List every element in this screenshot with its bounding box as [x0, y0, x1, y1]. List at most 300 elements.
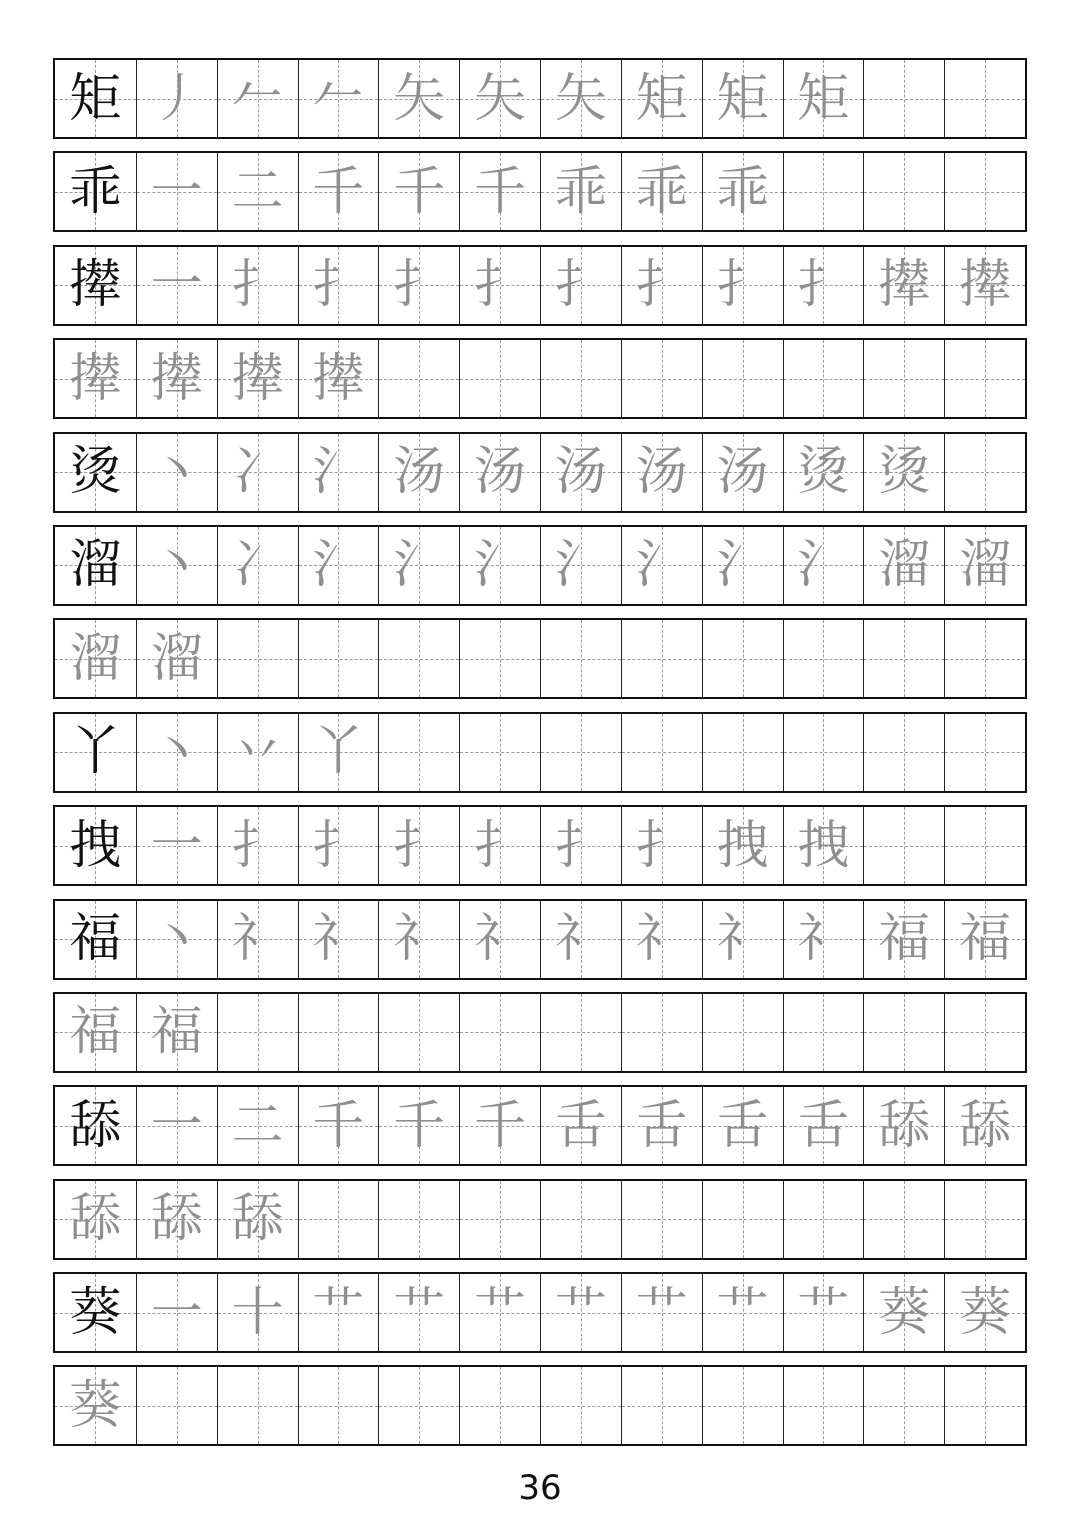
practice-row: [53, 992, 1027, 1073]
stroke-practice-cell: [298, 1274, 379, 1351]
stroke-step-glyph: [299, 1181, 379, 1258]
head-character-cell: [55, 527, 136, 604]
stroke-step-glyph: 舔: [878, 1095, 931, 1156]
stroke-step-glyph: 乖: [716, 161, 769, 222]
stroke-practice-cell: [298, 714, 379, 791]
stroke-practice-cell: [783, 1367, 864, 1444]
stroke-step-glyph: [945, 994, 1025, 1071]
stroke-step-glyph: [622, 620, 702, 697]
stroke-step-glyph: [945, 340, 1025, 417]
head-character-cell: [55, 1087, 136, 1164]
stroke-practice-cell: [783, 620, 864, 697]
stroke-step-glyph: 丶: [150, 722, 203, 783]
stroke-step-glyph: 一: [150, 1095, 203, 1156]
stroke-practice-cell: [702, 1274, 783, 1351]
stroke-practice-cell: [378, 994, 459, 1071]
head-character-cell: [55, 1274, 136, 1351]
stroke-practice-cell: [459, 434, 540, 511]
practice-row: [53, 58, 1027, 139]
stroke-step-glyph: 撵: [312, 348, 365, 409]
stroke-practice-cell: [702, 901, 783, 978]
stroke-practice-cell: [378, 434, 459, 511]
stroke-step-glyph: 扌: [716, 255, 769, 316]
stroke-step-glyph: 乖: [635, 161, 688, 222]
stroke-practice-cell: [136, 620, 217, 697]
stroke-step-glyph: 扌: [554, 255, 607, 316]
head-character: 葵: [69, 1375, 122, 1436]
stroke-step-glyph: 𠂉: [231, 68, 284, 129]
stroke-practice-cell: [621, 807, 702, 884]
stroke-step-glyph: 艹: [635, 1282, 688, 1343]
stroke-step-glyph: 撵: [231, 348, 284, 409]
stroke-practice-cell: [783, 527, 864, 604]
stroke-practice-cell: [944, 807, 1025, 884]
stroke-step-glyph: 丿: [150, 68, 203, 129]
stroke-practice-cell: [459, 807, 540, 884]
stroke-step-glyph: [379, 1367, 459, 1444]
stroke-step-glyph: 扌: [393, 255, 446, 316]
stroke-practice-cell: [702, 340, 783, 417]
head-character: 撵: [69, 348, 122, 409]
stroke-practice-cell: [378, 714, 459, 791]
stroke-step-glyph: [864, 994, 944, 1071]
stroke-practice-cell: [944, 901, 1025, 978]
stroke-practice-cell: [702, 247, 783, 324]
stroke-practice-cell: [621, 1274, 702, 1351]
stroke-practice-cell: [217, 153, 298, 230]
stroke-practice-cell: [540, 1181, 621, 1258]
stroke-practice-cell: [459, 340, 540, 417]
stroke-practice-cell: [378, 901, 459, 978]
stroke-practice-cell: [217, 807, 298, 884]
stroke-practice-cell: [459, 60, 540, 137]
stroke-step-glyph: [622, 340, 702, 417]
stroke-step-glyph: [703, 714, 783, 791]
stroke-practice-cell: [540, 620, 621, 697]
stroke-step-glyph: [299, 994, 379, 1071]
stroke-practice-cell: [944, 620, 1025, 697]
stroke-step-glyph: 溜: [959, 535, 1012, 596]
stroke-step-glyph: 扌: [635, 255, 688, 316]
practice-row: [53, 899, 1027, 980]
stroke-practice-cell: [863, 247, 944, 324]
stroke-step-glyph: [784, 1367, 864, 1444]
stroke-step-glyph: [864, 60, 944, 137]
stroke-practice-cell: [621, 994, 702, 1071]
stroke-practice-cell: [702, 153, 783, 230]
stroke-practice-cell: [863, 1367, 944, 1444]
stroke-practice-cell: [378, 1181, 459, 1258]
stroke-step-glyph: [137, 1367, 217, 1444]
stroke-step-glyph: 溜: [878, 535, 931, 596]
stroke-step-glyph: [945, 434, 1025, 511]
stroke-practice-cell: [298, 620, 379, 697]
stroke-practice-cell: [944, 434, 1025, 511]
stroke-step-glyph: [379, 1181, 459, 1258]
stroke-practice-cell: [944, 994, 1025, 1071]
stroke-practice-cell: [217, 714, 298, 791]
practice-row: [53, 338, 1027, 419]
head-character: 舔: [69, 1189, 122, 1250]
stroke-practice-cell: [378, 153, 459, 230]
stroke-practice-cell: [621, 153, 702, 230]
stroke-step-glyph: [784, 620, 864, 697]
practice-row: [53, 1365, 1027, 1446]
stroke-practice-cell: [944, 340, 1025, 417]
stroke-step-glyph: 矢: [393, 68, 446, 129]
stroke-practice-cell: [217, 1274, 298, 1351]
stroke-practice-cell: [621, 1367, 702, 1444]
stroke-step-glyph: 扌: [797, 255, 850, 316]
stroke-step-glyph: [622, 1367, 702, 1444]
stroke-practice-cell: [540, 60, 621, 137]
stroke-step-glyph: 扌: [231, 815, 284, 876]
stroke-step-glyph: [945, 60, 1025, 137]
stroke-step-glyph: 礻: [312, 909, 365, 970]
head-character-cell: [55, 434, 136, 511]
stroke-practice-cell: [136, 60, 217, 137]
stroke-practice-cell: [298, 1367, 379, 1444]
stroke-practice-cell: [136, 153, 217, 230]
stroke-step-glyph: [541, 1181, 621, 1258]
practice-grid: [53, 58, 1027, 1459]
stroke-step-glyph: 氵: [716, 535, 769, 596]
stroke-practice-cell: [217, 527, 298, 604]
stroke-step-glyph: 溜: [150, 628, 203, 689]
stroke-step-glyph: [541, 620, 621, 697]
stroke-step-glyph: [945, 714, 1025, 791]
stroke-practice-cell: [136, 1367, 217, 1444]
stroke-practice-cell: [621, 60, 702, 137]
stroke-practice-cell: [783, 994, 864, 1071]
stroke-step-glyph: 一: [150, 1282, 203, 1343]
stroke-practice-cell: [217, 1367, 298, 1444]
stroke-practice-cell: [540, 1274, 621, 1351]
stroke-practice-cell: [298, 153, 379, 230]
stroke-step-glyph: [460, 340, 540, 417]
stroke-practice-cell: [863, 434, 944, 511]
stroke-step-glyph: 氵: [474, 535, 527, 596]
stroke-practice-cell: [540, 247, 621, 324]
page-number: 36: [518, 1468, 562, 1508]
stroke-practice-cell: [783, 340, 864, 417]
stroke-practice-cell: [944, 527, 1025, 604]
stroke-step-glyph: 礻: [554, 909, 607, 970]
stroke-practice-cell: [621, 714, 702, 791]
stroke-practice-cell: [378, 527, 459, 604]
stroke-step-glyph: 丶: [150, 909, 203, 970]
stroke-practice-cell: [378, 247, 459, 324]
stroke-practice-cell: [459, 620, 540, 697]
stroke-step-glyph: 千: [312, 161, 365, 222]
stroke-practice-cell: [378, 807, 459, 884]
stroke-practice-cell: [863, 994, 944, 1071]
head-character: 溜: [69, 535, 122, 596]
stroke-step-glyph: 礻: [474, 909, 527, 970]
stroke-step-glyph: 汤: [716, 442, 769, 503]
stroke-step-glyph: 艹: [716, 1282, 769, 1343]
stroke-step-glyph: 葵: [878, 1282, 931, 1343]
stroke-step-glyph: [864, 807, 944, 884]
stroke-practice-cell: [378, 620, 459, 697]
stroke-step-glyph: [622, 714, 702, 791]
stroke-step-glyph: 礻: [393, 909, 446, 970]
stroke-practice-cell: [136, 1181, 217, 1258]
stroke-practice-cell: [298, 340, 379, 417]
stroke-step-glyph: 扌: [393, 815, 446, 876]
stroke-step-glyph: [703, 1367, 783, 1444]
stroke-practice-cell: [783, 714, 864, 791]
stroke-step-glyph: 烫: [878, 442, 931, 503]
practice-row: [53, 525, 1027, 606]
stroke-step-glyph: 撵: [959, 255, 1012, 316]
stroke-step-glyph: 氵: [312, 442, 365, 503]
stroke-step-glyph: 矩: [716, 68, 769, 129]
practice-row: [53, 1272, 1027, 1353]
stroke-step-glyph: 礻: [231, 909, 284, 970]
stroke-step-glyph: 千: [312, 1095, 365, 1156]
stroke-practice-cell: [783, 1274, 864, 1351]
stroke-practice-cell: [621, 1087, 702, 1164]
stroke-practice-cell: [136, 807, 217, 884]
stroke-practice-cell: [540, 1367, 621, 1444]
stroke-practice-cell: [944, 153, 1025, 230]
stroke-practice-cell: [944, 60, 1025, 137]
stroke-practice-cell: [459, 153, 540, 230]
stroke-step-glyph: [460, 994, 540, 1071]
stroke-practice-cell: [621, 434, 702, 511]
stroke-practice-cell: [702, 807, 783, 884]
stroke-step-glyph: 舔: [150, 1189, 203, 1250]
stroke-practice-cell: [298, 247, 379, 324]
stroke-step-glyph: 礻: [635, 909, 688, 970]
stroke-practice-cell: [944, 1274, 1025, 1351]
stroke-practice-cell: [298, 434, 379, 511]
stroke-practice-cell: [702, 434, 783, 511]
head-character-cell: [55, 901, 136, 978]
stroke-step-glyph: 𠂉: [312, 68, 365, 129]
head-character: 福: [69, 1002, 122, 1063]
stroke-step-glyph: 一: [150, 255, 203, 316]
stroke-step-glyph: 二: [231, 161, 284, 222]
stroke-practice-cell: [944, 714, 1025, 791]
stroke-step-glyph: 汤: [474, 442, 527, 503]
stroke-practice-cell: [459, 247, 540, 324]
stroke-practice-cell: [217, 620, 298, 697]
stroke-practice-cell: [702, 1367, 783, 1444]
stroke-practice-cell: [783, 1181, 864, 1258]
stroke-step-glyph: 丷: [231, 722, 284, 783]
practice-row: [53, 432, 1027, 513]
stroke-practice-cell: [378, 340, 459, 417]
stroke-step-glyph: 舌: [554, 1095, 607, 1156]
head-character-cell: [55, 620, 136, 697]
stroke-practice-cell: [621, 527, 702, 604]
stroke-step-glyph: 拽: [797, 815, 850, 876]
stroke-step-glyph: 冫: [231, 442, 284, 503]
stroke-practice-cell: [298, 901, 379, 978]
stroke-practice-cell: [621, 247, 702, 324]
stroke-step-glyph: 扌: [312, 255, 365, 316]
head-character-cell: [55, 714, 136, 791]
head-character: 溜: [69, 628, 122, 689]
stroke-practice-cell: [459, 1367, 540, 1444]
stroke-step-glyph: 撵: [878, 255, 931, 316]
stroke-step-glyph: 礻: [797, 909, 850, 970]
head-character: 丫: [69, 722, 122, 783]
head-character: 舔: [69, 1095, 122, 1156]
stroke-practice-cell: [459, 994, 540, 1071]
stroke-practice-cell: [136, 247, 217, 324]
stroke-step-glyph: [218, 620, 298, 697]
stroke-practice-cell: [863, 901, 944, 978]
stroke-step-glyph: [945, 807, 1025, 884]
stroke-step-glyph: [784, 1181, 864, 1258]
head-character-cell: [55, 247, 136, 324]
stroke-step-glyph: [864, 1367, 944, 1444]
stroke-practice-cell: [378, 1274, 459, 1351]
stroke-step-glyph: [541, 994, 621, 1071]
stroke-practice-cell: [136, 1087, 217, 1164]
stroke-step-glyph: 福: [959, 909, 1012, 970]
stroke-step-glyph: [460, 620, 540, 697]
stroke-step-glyph: 丶: [150, 442, 203, 503]
stroke-step-glyph: 艹: [474, 1282, 527, 1343]
stroke-practice-cell: [702, 714, 783, 791]
stroke-step-glyph: 葵: [959, 1282, 1012, 1343]
stroke-practice-cell: [540, 714, 621, 791]
stroke-practice-cell: [702, 527, 783, 604]
stroke-practice-cell: [863, 714, 944, 791]
practice-row: [53, 1085, 1027, 1166]
stroke-practice-cell: [540, 527, 621, 604]
stroke-step-glyph: 矩: [635, 68, 688, 129]
stroke-step-glyph: [460, 1367, 540, 1444]
head-character: 拽: [69, 815, 122, 876]
stroke-practice-cell: [944, 1181, 1025, 1258]
stroke-practice-cell: [540, 994, 621, 1071]
stroke-step-glyph: [379, 340, 459, 417]
stroke-step-glyph: 舌: [797, 1095, 850, 1156]
stroke-practice-cell: [217, 1181, 298, 1258]
stroke-step-glyph: 舌: [635, 1095, 688, 1156]
stroke-step-glyph: [945, 1181, 1025, 1258]
stroke-step-glyph: [864, 153, 944, 230]
stroke-practice-cell: [783, 247, 864, 324]
practice-row: [53, 151, 1027, 232]
stroke-practice-cell: [783, 901, 864, 978]
stroke-practice-cell: [298, 1181, 379, 1258]
stroke-practice-cell: [540, 434, 621, 511]
head-character-cell: [55, 1181, 136, 1258]
stroke-practice-cell: [944, 1367, 1025, 1444]
stroke-step-glyph: [784, 340, 864, 417]
stroke-step-glyph: 扌: [474, 255, 527, 316]
stroke-step-glyph: [622, 994, 702, 1071]
stroke-practice-cell: [136, 434, 217, 511]
stroke-step-glyph: 礻: [716, 909, 769, 970]
stroke-step-glyph: [218, 994, 298, 1071]
stroke-practice-cell: [863, 807, 944, 884]
stroke-step-glyph: [541, 1367, 621, 1444]
stroke-practice-cell: [136, 340, 217, 417]
practice-row: [53, 805, 1027, 886]
stroke-step-glyph: 艹: [393, 1282, 446, 1343]
stroke-step-glyph: [784, 153, 864, 230]
stroke-step-glyph: 扌: [312, 815, 365, 876]
stroke-step-glyph: 汤: [393, 442, 446, 503]
stroke-step-glyph: 艹: [554, 1282, 607, 1343]
stroke-practice-cell: [621, 620, 702, 697]
stroke-step-glyph: [703, 340, 783, 417]
stroke-practice-cell: [459, 527, 540, 604]
stroke-practice-cell: [136, 994, 217, 1071]
stroke-step-glyph: 冫: [231, 535, 284, 596]
stroke-practice-cell: [944, 247, 1025, 324]
stroke-step-glyph: 福: [150, 1002, 203, 1063]
stroke-practice-cell: [136, 527, 217, 604]
stroke-practice-cell: [136, 714, 217, 791]
stroke-step-glyph: [541, 340, 621, 417]
stroke-practice-cell: [217, 247, 298, 324]
stroke-step-glyph: 艹: [797, 1282, 850, 1343]
stroke-step-glyph: [864, 620, 944, 697]
practice-row: [53, 618, 1027, 699]
head-character: 矩: [69, 68, 122, 129]
stroke-practice-cell: [540, 901, 621, 978]
stroke-practice-cell: [863, 153, 944, 230]
head-character: 福: [69, 909, 122, 970]
stroke-practice-cell: [621, 1181, 702, 1258]
stroke-step-glyph: [703, 1181, 783, 1258]
stroke-step-glyph: 舔: [231, 1189, 284, 1250]
stroke-step-glyph: 扌: [554, 815, 607, 876]
stroke-step-glyph: 千: [393, 161, 446, 222]
head-character: 撵: [69, 255, 122, 316]
stroke-step-glyph: 舌: [716, 1095, 769, 1156]
stroke-step-glyph: 福: [878, 909, 931, 970]
stroke-step-glyph: 汤: [554, 442, 607, 503]
head-character-cell: [55, 994, 136, 1071]
stroke-step-glyph: [703, 620, 783, 697]
stroke-practice-cell: [863, 620, 944, 697]
stroke-practice-cell: [459, 1181, 540, 1258]
stroke-practice-cell: [863, 1181, 944, 1258]
stroke-practice-cell: [863, 1274, 944, 1351]
stroke-step-glyph: [218, 1367, 298, 1444]
stroke-step-glyph: 一: [150, 815, 203, 876]
stroke-step-glyph: 氵: [635, 535, 688, 596]
stroke-step-glyph: 拽: [716, 815, 769, 876]
stroke-step-glyph: [379, 994, 459, 1071]
stroke-practice-cell: [136, 901, 217, 978]
head-character-cell: [55, 1367, 136, 1444]
stroke-step-glyph: [945, 620, 1025, 697]
stroke-step-glyph: [945, 153, 1025, 230]
stroke-practice-cell: [702, 620, 783, 697]
stroke-practice-cell: [702, 994, 783, 1071]
practice-row: [53, 712, 1027, 793]
stroke-step-glyph: 二: [231, 1095, 284, 1156]
stroke-practice-cell: [621, 901, 702, 978]
stroke-practice-cell: [378, 1367, 459, 1444]
stroke-step-glyph: 千: [474, 161, 527, 222]
stroke-step-glyph: [299, 620, 379, 697]
stroke-practice-cell: [783, 434, 864, 511]
stroke-step-glyph: 汤: [635, 442, 688, 503]
stroke-step-glyph: 千: [393, 1095, 446, 1156]
practice-row: [53, 1179, 1027, 1260]
